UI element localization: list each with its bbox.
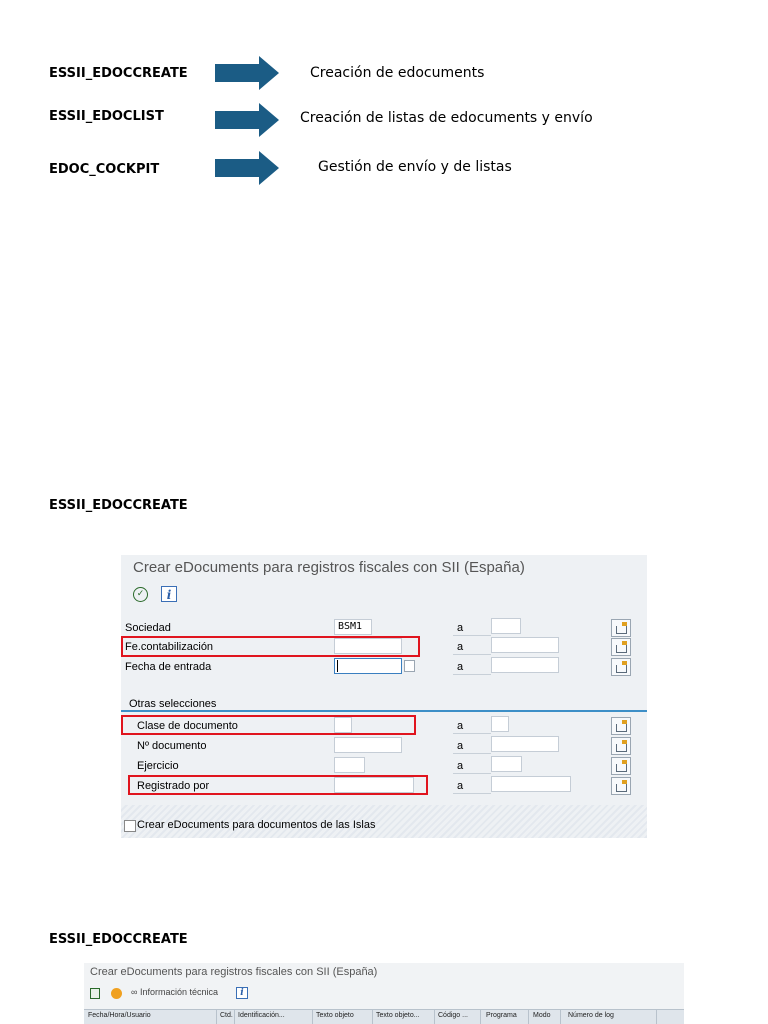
column-header[interactable]: Texto objeto bbox=[316, 1012, 354, 1019]
range-to-label: a bbox=[457, 760, 464, 772]
transaction-code: ESSII_EDOCCREATE bbox=[49, 66, 188, 81]
field-label-sociedad: Sociedad bbox=[125, 622, 171, 634]
highlight-box bbox=[128, 775, 428, 795]
range-to-label: a bbox=[457, 780, 464, 792]
transaction-description: Creación de edocuments bbox=[310, 65, 485, 81]
document-icon[interactable] bbox=[90, 988, 100, 999]
multiple-selection-button[interactable] bbox=[611, 638, 631, 656]
help-icon[interactable] bbox=[111, 988, 122, 999]
transaction-code: ESSII_EDOCLIST bbox=[49, 109, 164, 124]
transaction-code: EDOC_COCKPIT bbox=[49, 162, 160, 177]
range-to-label: a bbox=[457, 661, 464, 673]
checkbox-label: Crear eDocuments para documentos de las Islas bbox=[137, 819, 376, 831]
multiple-selection-button[interactable] bbox=[611, 619, 631, 637]
column-header[interactable]: Programa bbox=[486, 1012, 517, 1019]
field-label-fecha-entrada: Fecha de entrada bbox=[125, 661, 212, 673]
section-heading: ESSII_EDOCCREATE bbox=[49, 932, 188, 947]
range-to-label: a bbox=[457, 641, 464, 653]
section-label-otras: Otras selecciones bbox=[129, 698, 217, 710]
multiple-selection-button[interactable] bbox=[611, 737, 631, 755]
highlight-box bbox=[121, 715, 416, 735]
arrow-right-icon bbox=[215, 56, 279, 90]
info-icon[interactable]: i bbox=[161, 586, 177, 602]
column-header[interactable]: Ctd. bbox=[220, 1012, 233, 1019]
fe-contabilizacion-to-input[interactable] bbox=[491, 637, 559, 653]
range-to-label: a bbox=[457, 720, 464, 732]
technical-info-label: Información técnica bbox=[139, 987, 218, 997]
multiple-selection-button[interactable] bbox=[611, 717, 631, 735]
field-label-clase-documento: Clase de documento bbox=[137, 720, 238, 732]
highlight-box bbox=[121, 636, 420, 657]
sap-log-screen bbox=[84, 963, 684, 1024]
multiple-selection-button[interactable] bbox=[611, 658, 631, 676]
fecha-entrada-to-input[interactable] bbox=[491, 657, 559, 673]
multiple-selection-button[interactable] bbox=[611, 777, 631, 795]
section-heading: ESSII_EDOCCREATE bbox=[49, 498, 188, 513]
technical-info-button[interactable] bbox=[131, 987, 218, 997]
column-header[interactable]: Fecha/Hora/Usuario bbox=[88, 1012, 151, 1019]
ejercicio-to-input[interactable] bbox=[491, 756, 522, 772]
column-header[interactable]: Número de log bbox=[568, 1012, 614, 1019]
info-icon[interactable]: i bbox=[236, 987, 248, 999]
column-header[interactable]: Modo bbox=[533, 1012, 551, 1019]
execute-icon[interactable]: ✓ bbox=[133, 587, 148, 602]
log-table-header bbox=[84, 1009, 684, 1024]
field-label-num-documento: Nº documento bbox=[137, 740, 207, 752]
range-to-label: a bbox=[457, 622, 464, 634]
column-header[interactable]: Código ... bbox=[438, 1012, 468, 1019]
arrow-right-icon bbox=[215, 151, 279, 185]
screen-title: Crear eDocuments para registros fiscales con SII (España) bbox=[90, 966, 378, 978]
num-documento-to-input[interactable] bbox=[491, 736, 559, 752]
num-documento-from-input[interactable] bbox=[334, 737, 402, 753]
arrow-right-icon bbox=[215, 103, 279, 137]
multiple-selection-button[interactable] bbox=[611, 757, 631, 775]
sap-selection-screen bbox=[121, 555, 647, 838]
islas-checkbox[interactable] bbox=[124, 820, 136, 832]
registrado-por-to-input[interactable] bbox=[491, 776, 571, 792]
transaction-description: Creación de listas de edocuments y envío bbox=[300, 110, 593, 126]
sociedad-from-input[interactable]: BSM1 bbox=[334, 619, 372, 635]
screen-title: Crear eDocuments para registros fiscales con SII (España) bbox=[133, 559, 525, 576]
range-to-label: a bbox=[457, 740, 464, 752]
glasses-icon: ∞ bbox=[131, 987, 138, 997]
ejercicio-from-input[interactable] bbox=[334, 757, 365, 773]
column-header[interactable]: Texto objeto... bbox=[376, 1012, 420, 1019]
fecha-entrada-from-input[interactable] bbox=[334, 658, 402, 674]
field-label-ejercicio: Ejercicio bbox=[137, 760, 179, 772]
clase-documento-to-input[interactable] bbox=[491, 716, 509, 732]
field-label-registrado-por: Registrado por bbox=[137, 780, 210, 792]
transaction-description: Gestión de envío y de listas bbox=[318, 159, 512, 175]
calendar-icon[interactable] bbox=[404, 660, 415, 672]
field-label-fe-contabilizacion: Fe.contabilización bbox=[125, 641, 214, 653]
sociedad-to-input[interactable] bbox=[491, 618, 521, 634]
column-header[interactable]: Identificación... bbox=[238, 1012, 285, 1019]
